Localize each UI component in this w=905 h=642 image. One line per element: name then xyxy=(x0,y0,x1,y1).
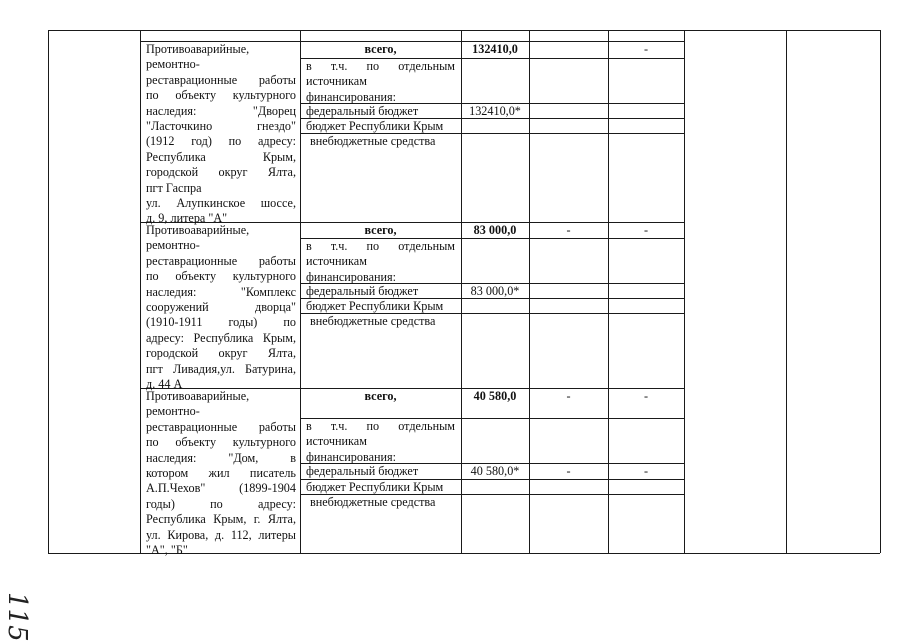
table-top-line xyxy=(48,30,880,31)
column-line-8 xyxy=(880,30,881,553)
total-dash: - xyxy=(643,223,649,237)
column-line-7 xyxy=(786,30,787,553)
crimea-budget-label: бюджет Республики Крым xyxy=(306,480,444,494)
federal-dash: - xyxy=(643,464,649,478)
page-number: 115 xyxy=(2,592,32,642)
federal-dash: - xyxy=(566,464,571,478)
column-line-2 xyxy=(300,30,301,553)
total-value: 40 580,0 xyxy=(473,389,517,403)
object-description-line: городской округ Ялта, xyxy=(146,165,296,180)
object-description-line: котором жил писатель xyxy=(146,466,296,480)
object-description-line: Противоаварийные, xyxy=(146,389,250,403)
total-label: всего, xyxy=(364,223,397,237)
object-description-line: по объекту культурного xyxy=(146,88,296,103)
extrabudgetary-label: внебюджетные средства xyxy=(310,134,436,148)
object-description-line: по объекту культурного xyxy=(146,269,296,284)
object-description-line: наследия: "Комплекс xyxy=(146,284,296,299)
federal-budget-value: 132410,0* xyxy=(469,104,521,118)
column-line-1 xyxy=(140,30,141,553)
object-description-line: наследия: "Дворец xyxy=(146,103,296,118)
column-line-6 xyxy=(684,30,685,553)
source-breakdown-line: финансирования: xyxy=(306,89,397,104)
object-description-line: адресу: Республика Крым, xyxy=(146,330,296,345)
federal-budget-value: 83 000,0* xyxy=(470,284,520,298)
object-description-line: (1910-1911 годы) по xyxy=(146,315,296,330)
object-description-line: д. 9, литера "А" xyxy=(146,211,228,226)
total-dash: - xyxy=(566,389,571,403)
object-description-line: "Ласточкино гнездо" xyxy=(146,119,296,133)
total-dash: - xyxy=(643,42,649,56)
extrabudgetary-label: внебюджетные средства xyxy=(310,314,436,328)
object-description-line: городской округ Ялта, xyxy=(146,346,296,361)
object-description-line: ремонтно- xyxy=(146,238,200,253)
object-description-line: по объекту культурного xyxy=(146,435,296,450)
object-description-line: Республика Крым, xyxy=(146,149,296,164)
object-description-line: "А", "Б" xyxy=(146,543,188,557)
extrabudgetary-label: внебюджетные средства xyxy=(310,495,436,509)
object-description-line: реставрационные работы xyxy=(146,253,296,268)
total-value: 132410,0 xyxy=(472,42,518,56)
object-description-line: пгт Ливадия,ул. Батурина, xyxy=(146,361,296,376)
object-description-line: (1912 год) по адресу: xyxy=(146,134,296,149)
source-breakdown-line: в т.ч. по отдельным xyxy=(306,239,455,253)
crimea-budget-label: бюджет Республики Крым xyxy=(306,119,444,133)
object-description-line: ул. Алупкинское шоссе, xyxy=(146,196,296,210)
object-description-line: реставрационные работы xyxy=(146,419,296,434)
object-description-line: реставрационные работы xyxy=(146,72,296,87)
total-label: всего, xyxy=(364,389,397,403)
federal-budget-value: 40 580,0* xyxy=(470,464,520,478)
object-description-line: ул. Кирова, д. 112, литеры xyxy=(146,527,296,542)
object-description-line: А.П.Чехов" (1899-1904 xyxy=(146,481,296,496)
total-dash: - xyxy=(643,389,649,403)
source-breakdown-line: в т.ч. по отдельным xyxy=(306,419,455,433)
total-dash: - xyxy=(566,223,571,237)
crimea-budget-label: бюджет Республики Крым xyxy=(306,299,444,313)
object-description-line: Противоаварийные, xyxy=(146,42,250,56)
source-breakdown-line: финансирования: xyxy=(306,449,397,464)
source-breakdown-line: источникам xyxy=(306,434,367,449)
object-description-line: ремонтно- xyxy=(146,404,200,419)
source-breakdown-line: источникам xyxy=(306,74,367,89)
federal-budget-label: федеральный бюджет xyxy=(306,104,419,118)
source-breakdown-line: финансирования: xyxy=(306,269,397,284)
federal-budget-label: федеральный бюджет xyxy=(306,464,419,478)
object-description-line: пгт Гаспра xyxy=(146,180,202,195)
object-description-line: Республика Крым, г. Ялта, xyxy=(146,512,296,527)
object-description-line: наследия: "Дом, в xyxy=(146,450,296,465)
object-description-line: ремонтно- xyxy=(146,57,200,72)
column-line-3 xyxy=(461,30,462,553)
total-label: всего, xyxy=(364,42,397,56)
source-breakdown-line: источникам xyxy=(306,254,367,269)
object-description-line: д. 44 А xyxy=(146,377,183,391)
total-value: 83 000,0 xyxy=(473,223,517,237)
object-description-line: Противоаварийные, xyxy=(146,223,250,237)
object-description-line: годы) по адресу: xyxy=(146,496,296,511)
object-description-line: сооружений дворца" xyxy=(146,300,296,314)
federal-budget-label: федеральный бюджет xyxy=(306,284,419,298)
source-breakdown-line: в т.ч. по отдельным xyxy=(306,59,455,73)
column-line-0 xyxy=(48,30,49,553)
